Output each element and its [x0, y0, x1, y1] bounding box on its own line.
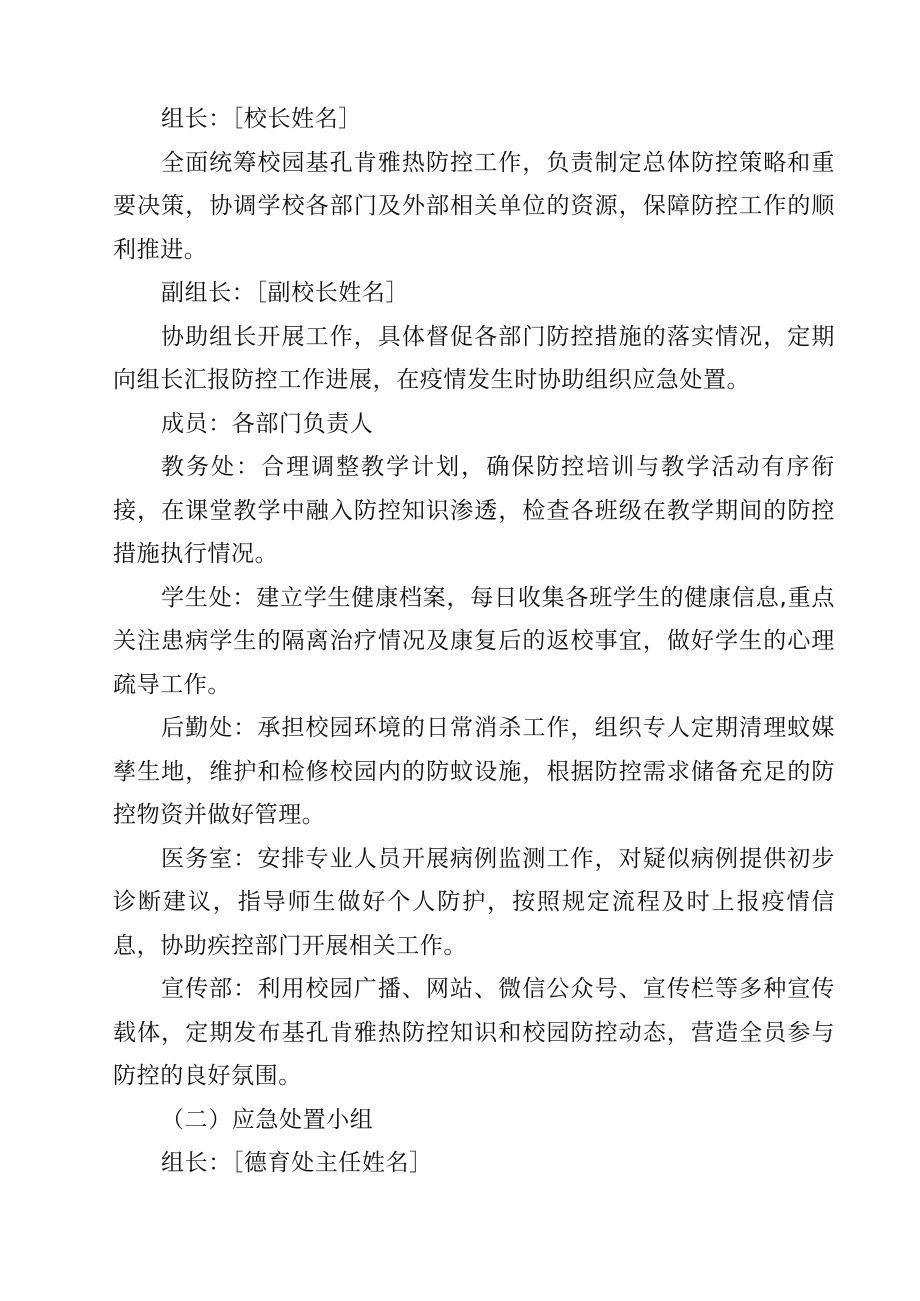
emergency-leader-line: 组长：［德育处主任姓名］: [161, 1150, 433, 1176]
logistics-paragraph: 后勤处：承担校园环境的日常消杀工作，组织专人定期清理蚊媒孳生地，维护和检修校园内的防蚊设施，根据防控需求储备充足的防控物资并做好管理。: [113, 715, 835, 828]
section-heading: （二）应急处置小组: [161, 1106, 374, 1133]
student-affairs-paragraph: 学生处：建立学生健康档案，每日收集各班学生的健康信息,重点关注患病学生的隔离治疗情况及康复后的返校事宜，做好学生的心理疏导工作。: [113, 584, 835, 698]
academic-affairs-paragraph: 教务处：合理调整教学计划，确保防控培训与教学活动有序衔接，在课堂教学中融入防控知识渗透，检查各班级在教学期间的防控措施执行情况。: [113, 454, 835, 567]
deputy-leader-line: 副组长：［副校长姓名］: [161, 280, 410, 306]
leader-duty-paragraph: 全面统筹校园基孔肯雅热防控工作，负责制定总体防控策略和重要决策，协调学校各部门及外部相关单位的资源，保障防控工作的顺利推进。: [113, 149, 835, 263]
clinic-paragraph: 医务室：安排专业人员开展病例监测工作，对疑似病例提供初步诊断建议，指导师生做好个人防护，按照规定流程及时上报疫情信息，协助疾控部门开展相关工作。: [113, 845, 835, 959]
leader-line: 组长：［校长姓名］: [161, 106, 362, 132]
document-page: [113, 98, 835, 1186]
members-line: 成员：各部门负责人: [161, 410, 374, 437]
deputy-leader-duty-paragraph: 协助组长开展工作，具体督促各部门防控措施的落实情况，定期向组长汇报防控工作进展，在疫情发生时协助组织应急处置。: [113, 323, 835, 393]
publicity-paragraph: 宣传部：利用校园广播、网站、微信公众号、宣传栏等多种宣传载体，定期发布基孔肯雅热防控知识和校园防控动态，营造全员参与防控的良好氛围。: [113, 976, 835, 1089]
